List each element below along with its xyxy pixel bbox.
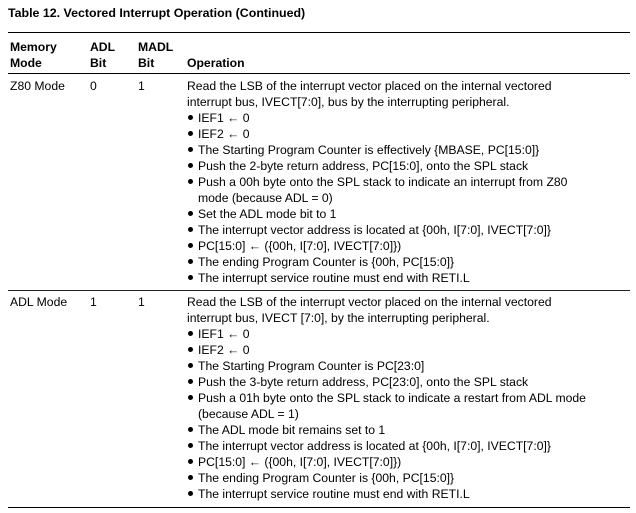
operation-bullet: The ending Program Counter is {00h, PC[15:0]} bbox=[187, 254, 627, 270]
operation-intro-line: interrupt bus, IVECT [7:0], by the interrupting peripheral. bbox=[187, 311, 490, 325]
operation-bullet: The Starting Program Counter is PC[23:0] bbox=[187, 358, 627, 374]
operation-bullet: The interrupt vector address is located at {00h, I[7:0], IVECT[7:0]} bbox=[187, 438, 627, 454]
header-adl-bit-line1: ADL bbox=[90, 40, 116, 54]
operation-intro-line: Read the LSB of the interrupt vector placed on the internal vectored bbox=[187, 79, 552, 93]
header-operation: Operation bbox=[187, 56, 245, 70]
operation-bullet: The interrupt service routine must end with RETI.L bbox=[187, 270, 627, 286]
operation-bullet: The ADL mode bit remains set to 1 bbox=[187, 422, 627, 438]
operation-intro-line: interrupt bus, IVECT[7:0], bus by the interrupting peripheral. bbox=[187, 95, 510, 109]
row-z80-mode: Z80 Mode bbox=[10, 79, 65, 93]
row-z80-madl-bit: 1 bbox=[138, 79, 145, 93]
row-z80-operation bbox=[187, 78, 627, 286]
table-title: Table 12. Vectored Interrupt Operation (Continued) bbox=[8, 6, 306, 20]
operation-bullet-continuation: (because ADL = 1) bbox=[198, 407, 299, 421]
header-adl-bit-line2: Bit bbox=[90, 56, 107, 70]
operation-bullet: Push the 3-byte return address, PC[23:0], onto the SPL stack bbox=[187, 374, 627, 390]
operation-bullet-continuation: mode (because ADL = 0) bbox=[198, 191, 333, 205]
operation-bullet: Push a 01h byte onto the SPL stack to indicate a restart from ADL mode bbox=[187, 390, 627, 406]
header-bottom-rule bbox=[8, 73, 630, 74]
operation-bullet: IEF2 ← 0 bbox=[187, 126, 627, 142]
header-madl-bit-line2: Bit bbox=[138, 56, 155, 70]
operation-bullet: The ending Program Counter is {00h, PC[15:0]} bbox=[187, 470, 627, 486]
row-adl-adl-bit: 1 bbox=[90, 295, 97, 309]
row-adl-mode: ADL Mode bbox=[10, 295, 68, 309]
operation-bullet: Push the 2-byte return address, PC[15:0], onto the SPL stack bbox=[187, 158, 627, 174]
operation-bullet: IEF2 ← 0 bbox=[187, 342, 627, 358]
row-separator-rule bbox=[8, 290, 630, 291]
row-adl-operation bbox=[187, 294, 627, 502]
header-memory-mode-line2: Mode bbox=[10, 56, 42, 70]
row-adl-madl-bit: 1 bbox=[138, 295, 145, 309]
operation-intro-line: Read the LSB of the interrupt vector placed on the internal vectored bbox=[187, 295, 552, 309]
header-memory-mode-line1: Memory bbox=[10, 40, 57, 54]
operation-bullet: PC[15:0] ← ({00h, I[7:0], IVECT[7:0]}) bbox=[187, 238, 627, 254]
row-z80-adl-bit: 0 bbox=[90, 79, 97, 93]
operation-bullet: Set the ADL mode bit to 1 bbox=[187, 206, 627, 222]
operation-bullet: The interrupt vector address is located at {00h, I[7:0], IVECT[7:0]} bbox=[187, 222, 627, 238]
operation-bullet: IEF1 ← 0 bbox=[187, 326, 627, 342]
operation-bullet: The interrupt service routine must end with RETI.L bbox=[187, 486, 627, 502]
operation-bullet: IEF1 ← 0 bbox=[187, 110, 627, 126]
operation-bullet: PC[15:0] ← ({00h, I[7:0], IVECT[7:0]}) bbox=[187, 454, 627, 470]
table-bottom-rule bbox=[8, 507, 630, 508]
header-madl-bit-line1: MADL bbox=[138, 40, 174, 54]
table-top-rule bbox=[8, 32, 630, 33]
operation-bullet: The Starting Program Counter is effectively {MBASE, PC[15:0]} bbox=[187, 142, 627, 158]
operation-bullet: Push a 00h byte onto the SPL stack to indicate an interrupt from Z80 bbox=[187, 174, 627, 190]
